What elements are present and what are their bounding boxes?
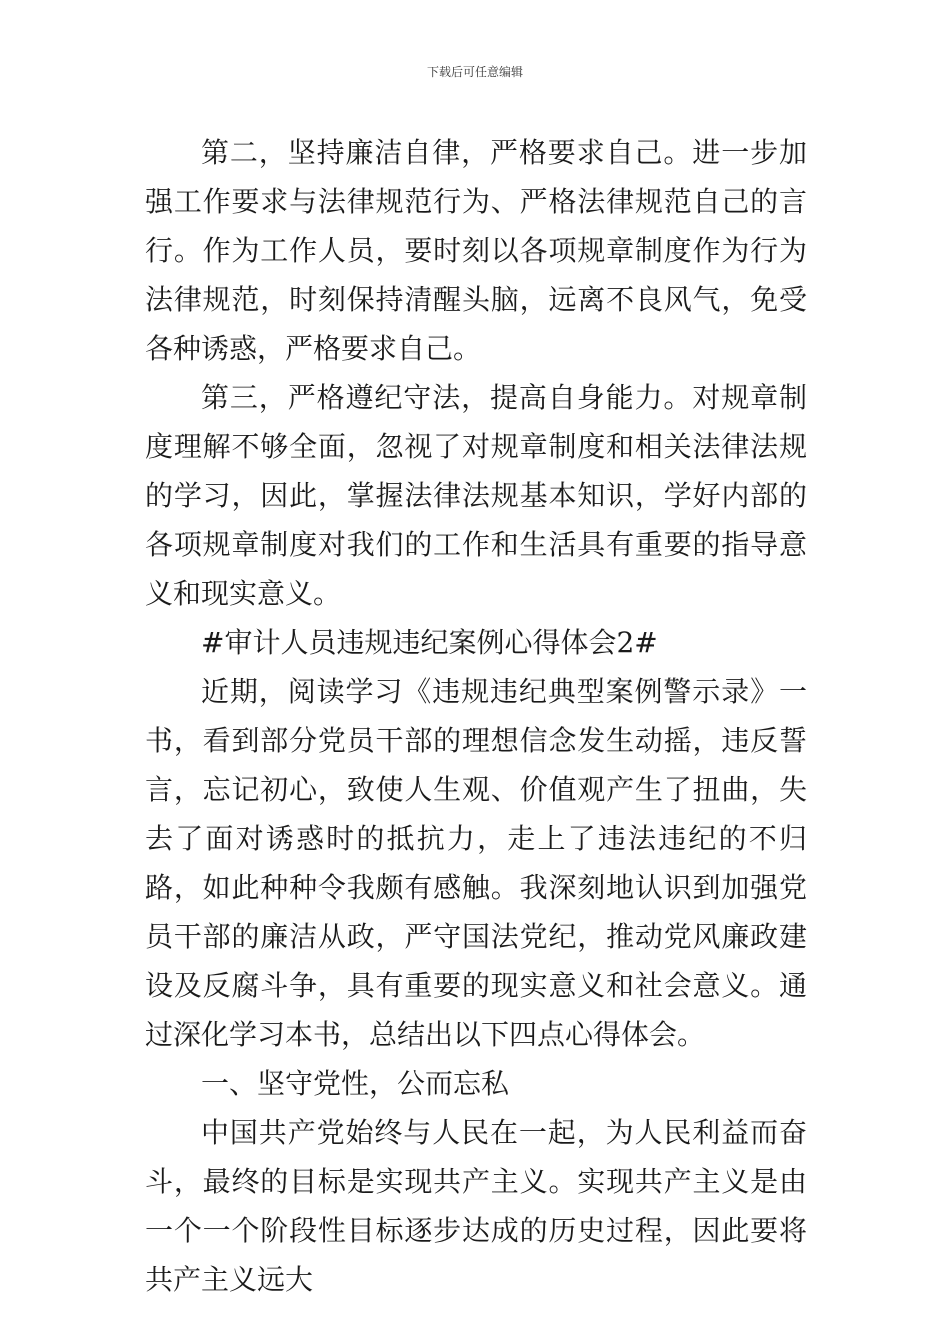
paragraph-third-point: 第三，严格遵纪守法，提高自身能力。对规章制度理解不够全面，忽视了对规章制度和相关法律法规的学习，因此，掌握法律法规基本知识，学好内部的各项规章制度对我们的工作和生活具有重要的指导意义和现实意义。 (145, 381, 807, 610)
section-heading-case-2: #审计人员违规违纪案例心得体会2# (201, 626, 658, 659)
page-header: 下载后可任意编辑 (426, 65, 523, 79)
document-body (145, 128, 807, 1304)
subheading-point-1: 一、坚守党性，公而忘私 (201, 1067, 510, 1100)
paragraph-point-1: 中国共产党始终与人民在一起，为人民利益而奋斗，最终的目标是实现共产主义。实现共产主义是由一个一个阶段性目标逐步达成的历史过程，因此要将共产主义远大 (145, 1116, 807, 1296)
paragraph-second-point: 第二，坚持廉洁自律，严格要求自己。进一步加强工作要求与法律规范行为、严格法律规范自己的言行。作为工作人员，要时刻以各项规章制度作为行为法律规范，时刻保持清醒头脑，远离不良风气，免受各种诱惑，严格要求自己。 (145, 136, 807, 365)
paragraph-intro: 近期，阅读学习《违规违纪典型案例警示录》一书，看到部分党员干部的理想信念发生动摇，违反誓言，忘记初心，致使人生观、价值观产生了扭曲，失去了面对诱惑时的抵抗力，走上了违法违纪的不归路，如此种种令我颇有感触。我深刻地认识到加强党员干部的廉洁从政，严守国法党纪，推动党风廉政建设及反腐斗争，具有重要的现实意义和社会意义。通过深化学习本书，总结出以下四点心得体会。 (145, 675, 807, 1051)
